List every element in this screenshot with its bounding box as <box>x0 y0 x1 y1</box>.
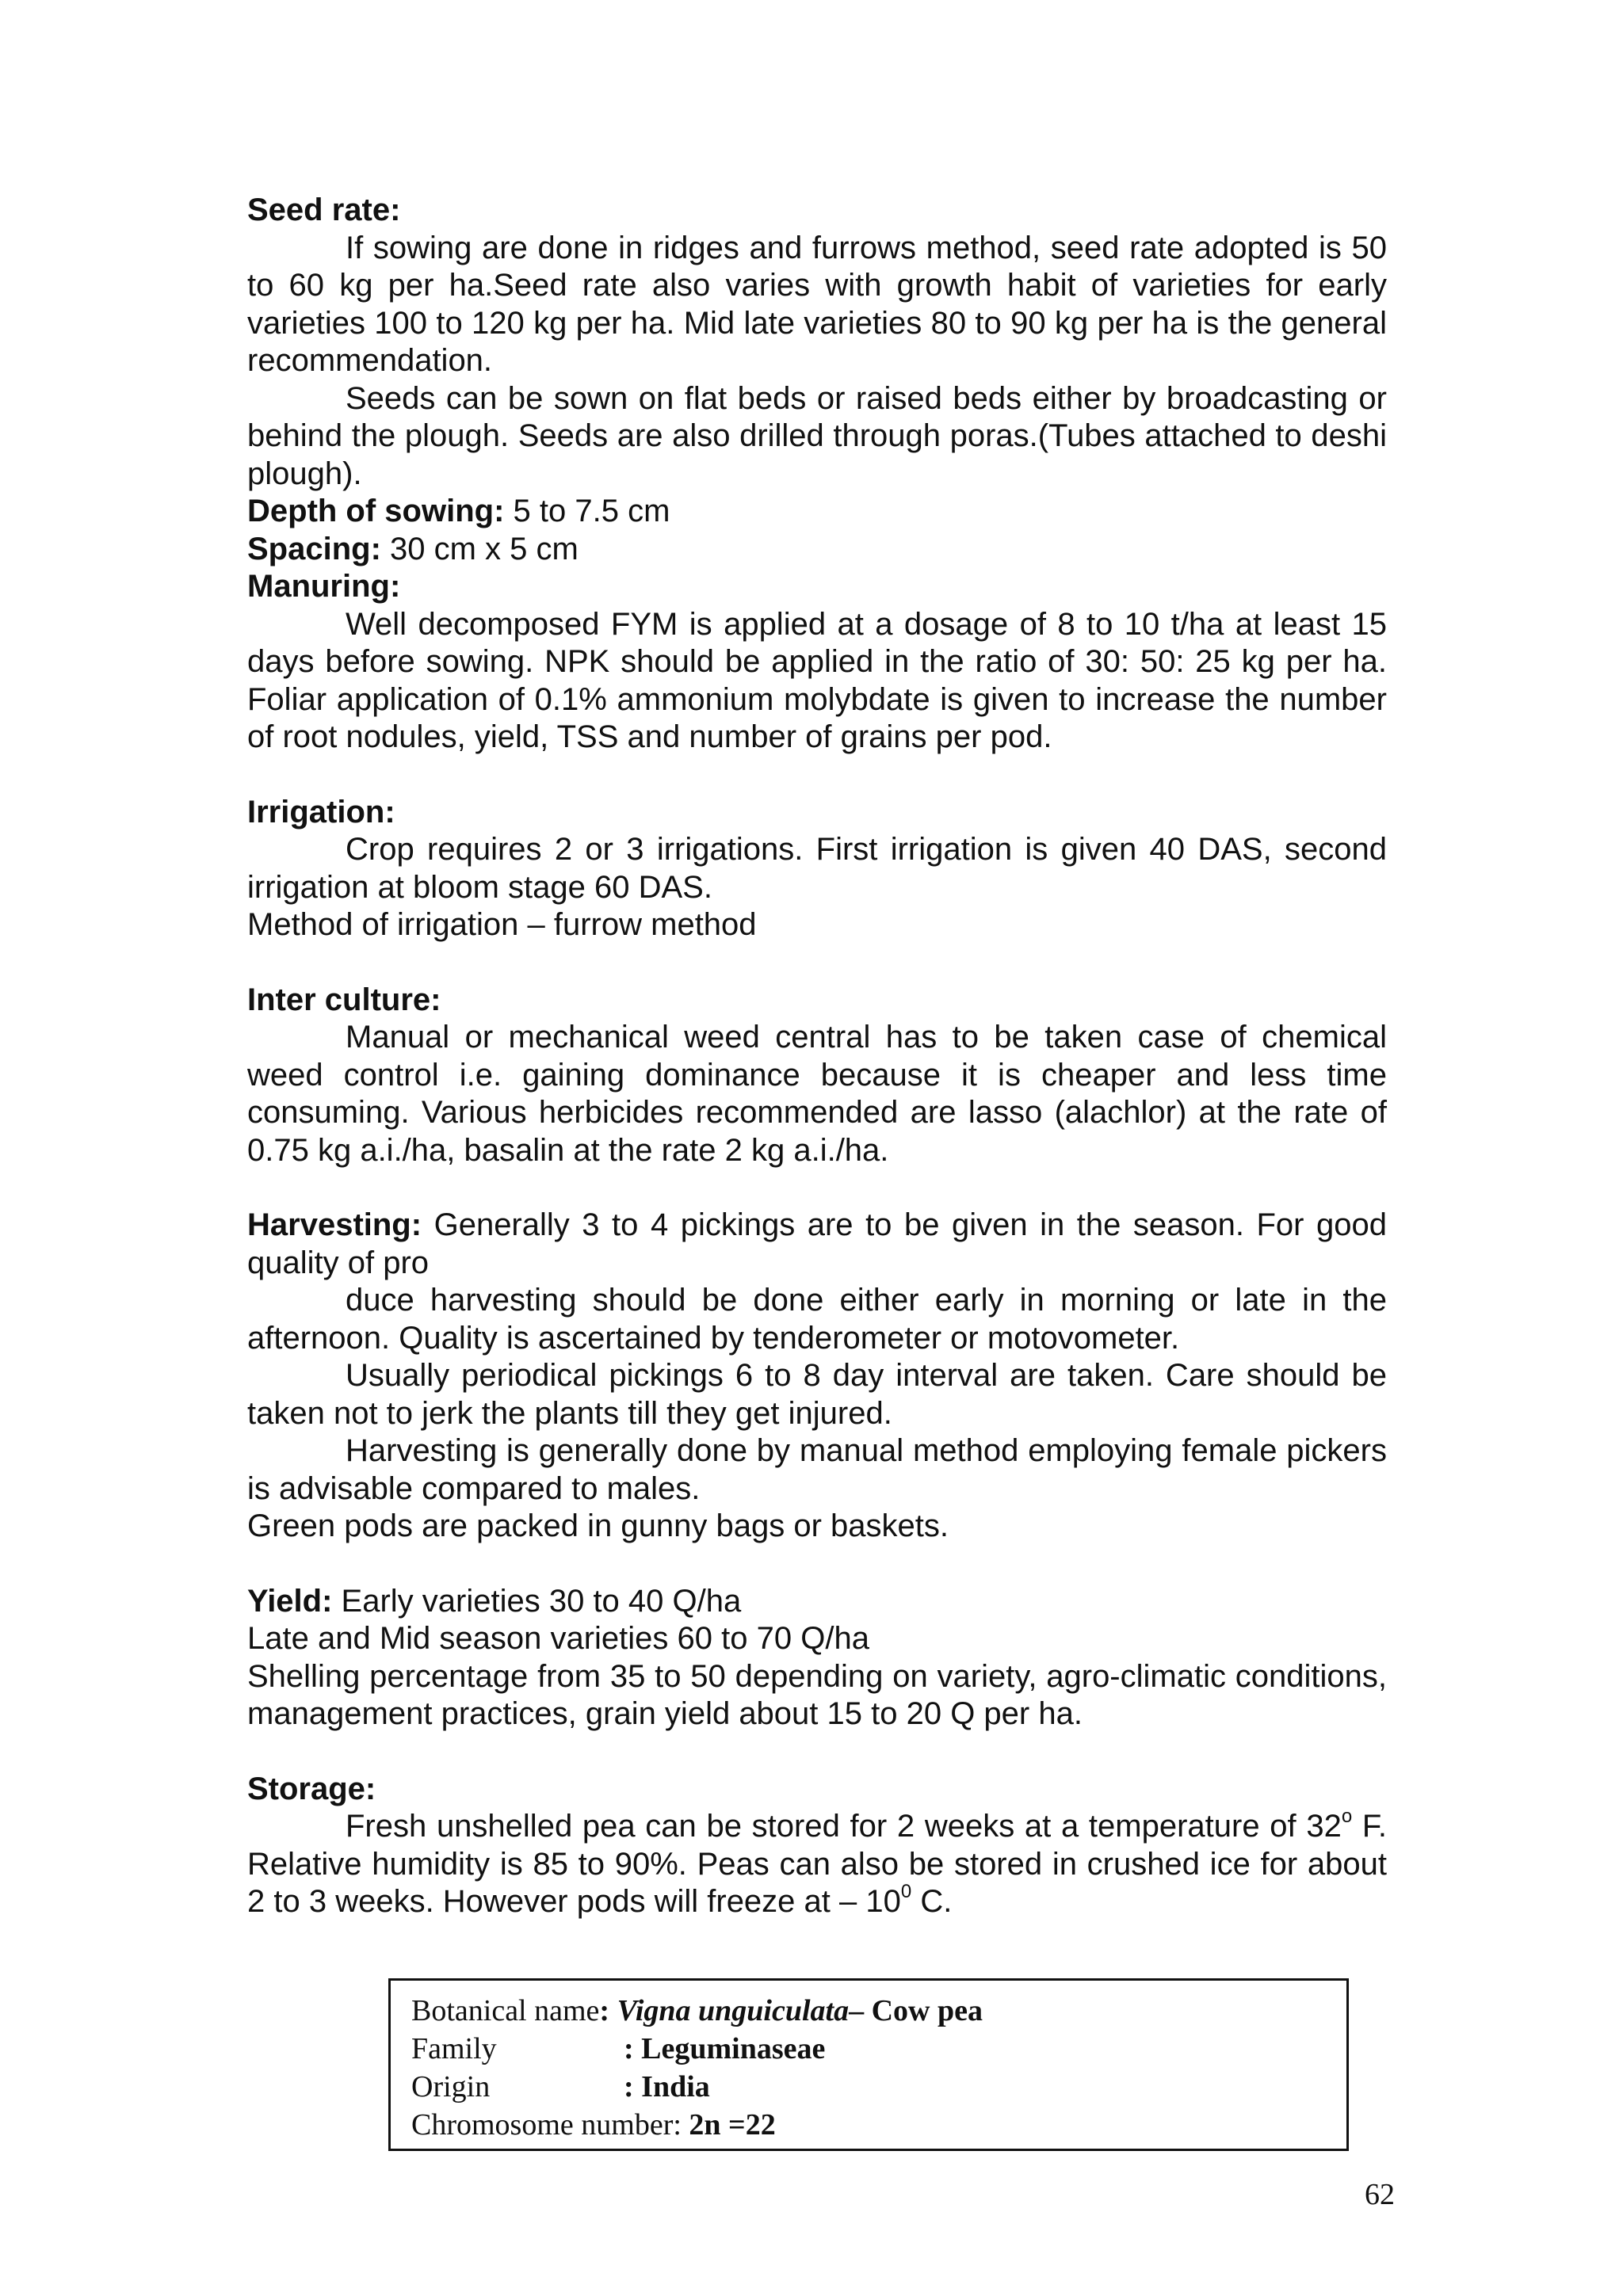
yield-early-text: Early varieties 30 to 40 Q/ha <box>332 1583 742 1619</box>
family-value: : Leguminaseae <box>624 2032 826 2065</box>
botanical-name-value: Vigna unguiculata <box>617 1994 850 2027</box>
irrigation-method: Method of irrigation – furrow method <box>247 907 757 942</box>
spacing-label: Spacing: <box>247 531 381 566</box>
harvesting-intro-text: Generally 3 to 4 pickings are to be given in the season. For good quality of pro <box>247 1207 1387 1280</box>
depth-label: Depth of sowing: <box>247 494 505 528</box>
crop-info-box <box>388 1978 1349 2151</box>
harvesting-paragraph-1: duce harvesting should be done either early in morning or late in the afternoon. Quality is ascertained by tenderometer or motovometer. <box>247 1283 1387 1356</box>
irrigation-heading: Irrigation: <box>247 794 395 830</box>
family-label: Family <box>411 2032 497 2065</box>
yield-label: Yield: <box>247 1583 333 1619</box>
harvesting-label: Harvesting: <box>247 1207 422 1242</box>
origin-label: Origin <box>411 2070 491 2103</box>
manuring-paragraph: Well decomposed FYM is applied at a dosage of 8 to 10 t/ha at least 15 days before sowing. NPK should be applied in the ratio of 30: 50: 25 kg per ha. Foliar application of 0.1% ammonium molybdate is given to increase the number of root nodules, yield, TSS and number of grains per pod. <box>247 606 1387 754</box>
irrigation-paragraph: Crop requires 2 or 3 irrigations. First irrigation is given 40 DAS, second irrigation at bloom stage 60 DAS. <box>247 832 1387 905</box>
harvesting-paragraph-4: Green pods are packed in gunny bags or baskets. <box>247 1508 949 1543</box>
page-content <box>247 192 1387 1921</box>
depth-value: 5 to 7.5 cm <box>504 494 670 528</box>
harvesting-paragraph-3: Harvesting is generally done by manual method employing female pickers is advisable compared to males. <box>247 1433 1387 1506</box>
seed-rate-heading: Seed rate: <box>247 193 401 227</box>
storage-text-c: C. <box>911 1884 953 1919</box>
family-row <box>411 2030 1326 2068</box>
common-name-value: – Cow pea <box>849 1994 983 2027</box>
botanical-name-row <box>411 1992 1326 2030</box>
origin-row <box>411 2068 1326 2106</box>
yield-early <box>247 1583 1387 1621</box>
botanical-name-sep: : <box>599 1994 617 2027</box>
yield-shelling: Shelling percentage from 35 to 50 depending on variety, agro-climatic conditions, management practices, grain yield about 15 to 20 Q per ha. <box>247 1658 1387 1731</box>
storage-text-b: F. Relative humidity is 85 to 90%. Peas can also be stored in crushed ice for about 2 to 3 weeks. However pods will freeze at – 10 <box>247 1809 1387 1919</box>
spacing <box>247 531 1387 569</box>
inter-culture-heading: Inter culture: <box>247 982 441 1017</box>
storage-text-a: Fresh unshelled pea can be stored for 2 weeks at a temperature of 32 <box>346 1809 1342 1844</box>
chromosome-row <box>411 2106 1326 2144</box>
storage-degree-1: o <box>1341 1805 1353 1827</box>
manuring-heading: Manuring: <box>247 569 401 604</box>
storage-paragraph <box>247 1805 1387 1921</box>
seed-rate-paragraph-2: Seeds can be sown on flat beds or raised beds either by broadcasting or behind the plough. Seeds are also drilled through poras.(Tubes attached to deshi plough). <box>247 380 1387 491</box>
page-number: 62 <box>1365 2178 1395 2211</box>
depth-of-sowing <box>247 493 1387 531</box>
botanical-name-label: Botanical name <box>411 1994 600 2027</box>
harvesting-paragraph-2: Usually periodical pickings 6 to 8 day interval are taken. Care should be taken not to jerk the plants till they get injured. <box>247 1358 1387 1431</box>
origin-value: : India <box>624 2070 710 2103</box>
yield-late: Late and Mid season varieties 60 to 70 Q/ha <box>247 1621 869 1656</box>
storage-heading: Storage: <box>247 1771 376 1806</box>
chromosome-label: Chromosome number: <box>411 2108 689 2142</box>
storage-degree-2: 0 <box>900 1880 912 1902</box>
chromosome-value: 2n =22 <box>689 2108 776 2142</box>
harvesting-intro <box>247 1207 1387 1282</box>
spacing-value: 30 cm x 5 cm <box>380 531 579 566</box>
seed-rate-paragraph-1: If sowing are done in ridges and furrows method, seed rate adopted is 50 to 60 kg per ha.Seed rate also varies with growth habit of varieties for early varieties 100 to 120 kg per ha. Mid late varieties 80 to 90 kg per ha is the general recommendation. <box>247 230 1387 378</box>
inter-culture-paragraph: Manual or mechanical weed central has to be taken case of chemical weed control i.e. gaining dominance because it is cheaper and less time consuming. Various herbicides recommended are lasso (alachlor) at the rate of 0.75 kg a.i./ha, basalin at the rate 2 kg a.i./ha. <box>247 1020 1387 1168</box>
